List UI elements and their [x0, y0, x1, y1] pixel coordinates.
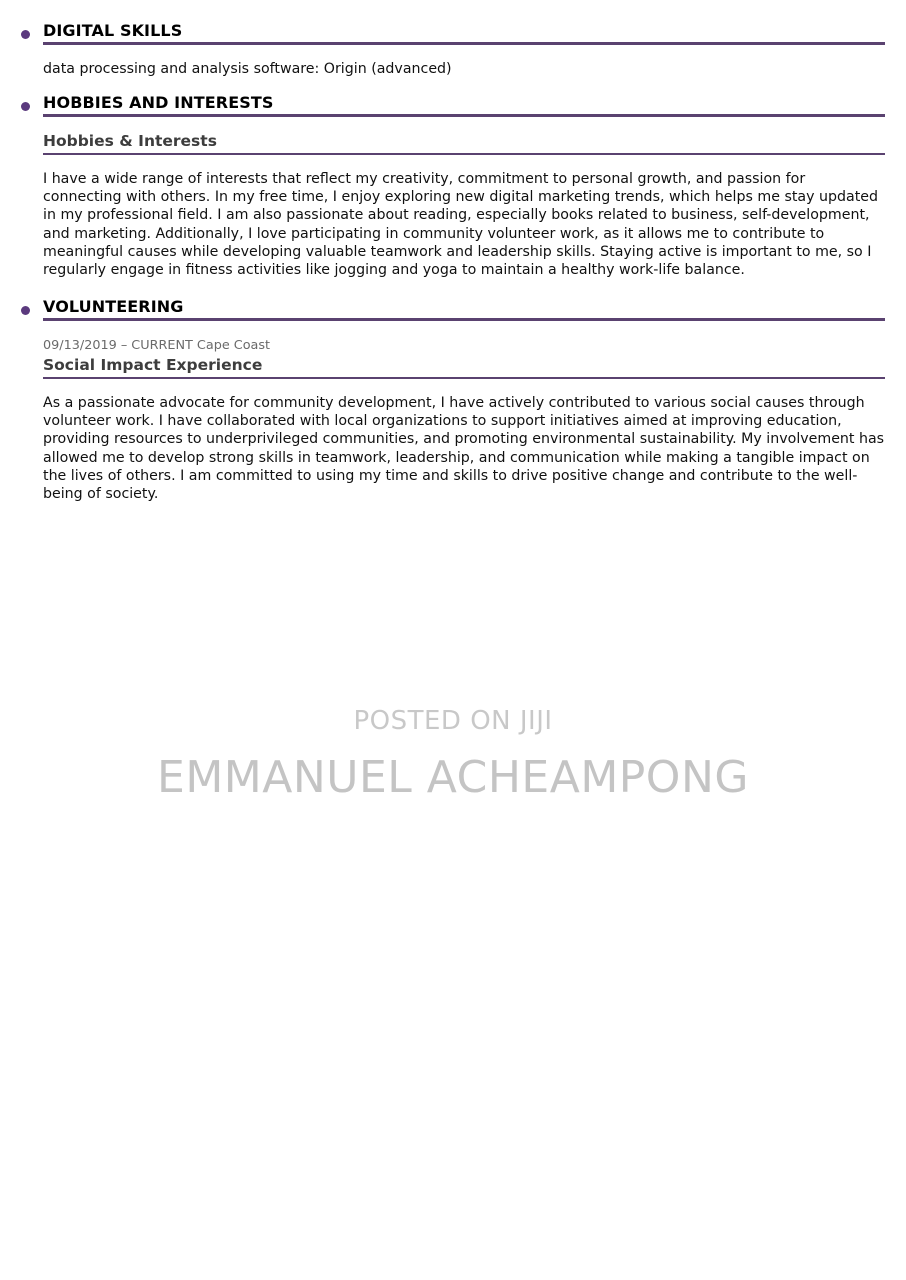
section-heading-hobbies: HOBBIES AND INTERESTS: [43, 93, 274, 112]
hobbies-section: [43, 93, 885, 279]
volunteering-subtitle: Social Impact Experience: [43, 356, 263, 374]
volunteering-text: As a passionate advocate for community development, I have actively contributed to various social causes through volunteer work. I have collaborated with local organizations to support initiatives aimed at improving education, providing resources to underprivileged communities, and promoting environmental sustainability. My involvement has allowed me to develop strong skills in teamwork, leadership, and communication while making a tangible impact on the lives of others. I am committed to using my time and skills to drive positive change and contribute to the well-being of society.: [43, 395, 885, 503]
subsection-divider: [43, 153, 885, 155]
section-heading-digital-skills: DIGITAL SKILLS: [43, 21, 183, 40]
section-divider: [43, 318, 885, 321]
volunteering-dates: 09/13/2019 – CURRENT Cape Coast: [43, 338, 271, 353]
watermark-name: EMMANUEL ACHEAMPONG: [157, 752, 749, 803]
section-bullet-icon: [21, 102, 30, 111]
hobbies-subtitle: Hobbies & Interests: [43, 132, 217, 150]
digital-skills-section: [43, 21, 885, 78]
hobbies-text: I have a wide range of interests that reflect my creativity, commitment to personal growth, and passion for connecting with others. In my free time, I enjoy exploring new digital marketing trends, which helps me stay updated in my professional field. I am also passionate about reading, especially books related to business, self-development, and marketing. Additionally, I love participating in community volunteer work, as it allows me to contribute to meaningful causes while developing valuable teamwork and leadership skills. Staying active is important to me, so I regularly engage in fitness activities like jogging and yoga to maintain a healthy work-life balance.: [43, 171, 878, 279]
watermark-posted-on: POSTED ON JIJI: [353, 706, 553, 736]
section-bullet-icon: [21, 306, 30, 315]
volunteering-section: [43, 297, 885, 503]
section-divider: [43, 114, 885, 117]
subsection-divider: [43, 377, 885, 379]
section-divider: [43, 42, 885, 45]
section-heading-volunteering: VOLUNTEERING: [43, 297, 184, 316]
section-bullet-icon: [21, 30, 30, 39]
digital-skills-text: data processing and analysis software: Origin (advanced): [43, 61, 452, 77]
